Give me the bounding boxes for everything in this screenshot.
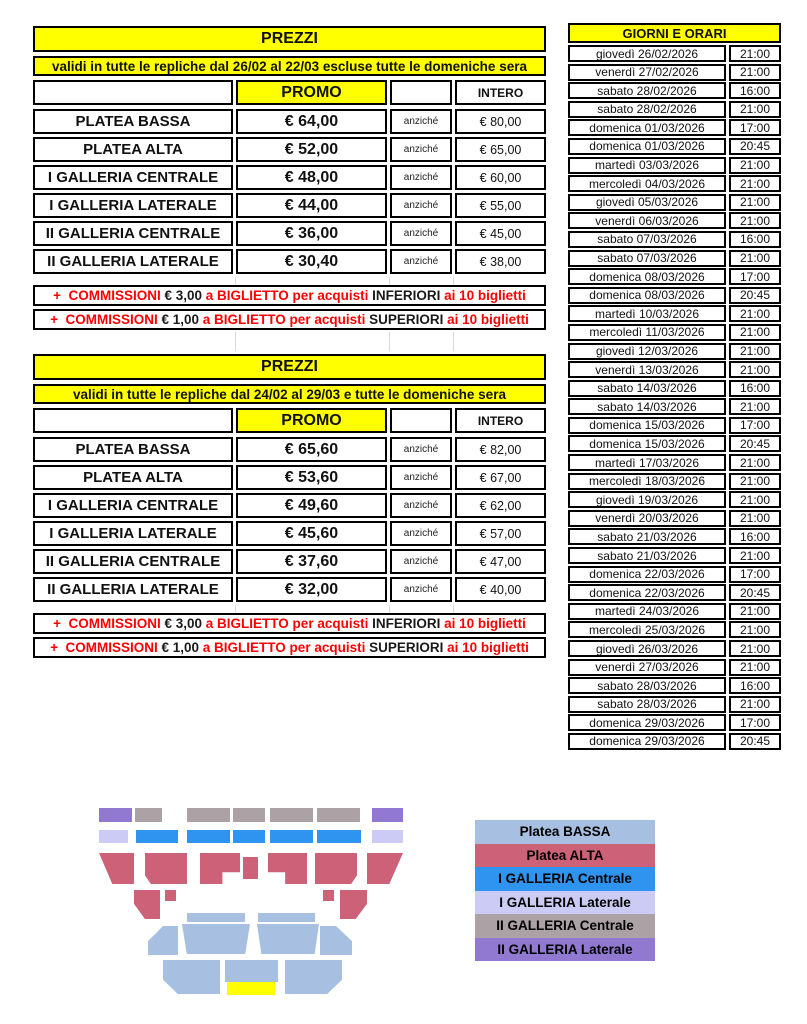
- promo-header: PROMO: [236, 408, 387, 433]
- category-cell: II GALLERIA CENTRALE: [33, 549, 233, 574]
- commission-text-part: + COMMISSIONI: [50, 312, 162, 327]
- price-row: [33, 465, 546, 490]
- schedule-row: [568, 621, 781, 638]
- date-cell: sabato 28/03/2026: [568, 677, 726, 694]
- date-cell: giovedì 05/03/2026: [568, 194, 726, 211]
- commission-text-part: ai 10 biglietti: [447, 640, 529, 655]
- time-cell: 21:00: [729, 696, 781, 713]
- promo-price-cell: € 36,00: [236, 221, 387, 246]
- schedule-row: [568, 138, 781, 155]
- category-cell: II GALLERIA LATERALE: [33, 577, 233, 602]
- time-cell: 21:00: [729, 194, 781, 211]
- schedule-row: [568, 491, 781, 508]
- intero-price-cell: € 65,00: [455, 137, 546, 162]
- grid-spacer: [33, 605, 546, 613]
- promo-price-cell: € 48,00: [236, 165, 387, 190]
- price-row: [33, 493, 546, 518]
- schedule-row: [568, 361, 781, 378]
- schedule-row: [568, 714, 781, 731]
- commission-text-part: INFERIORI: [372, 616, 445, 631]
- schedule-row: [568, 343, 781, 360]
- date-cell: venerdì 20/03/2026: [568, 510, 726, 527]
- header-empty-cell: [33, 80, 233, 105]
- map-block-alta: [243, 857, 258, 879]
- legend-item: Platea BASSA: [475, 820, 655, 844]
- time-cell: 21:00: [729, 175, 781, 192]
- schedule-table: [568, 23, 781, 752]
- legend-item: Platea ALTA: [475, 844, 655, 868]
- time-cell: 21:00: [729, 361, 781, 378]
- date-cell: domenica 22/03/2026: [568, 584, 726, 601]
- time-cell: 21:00: [729, 101, 781, 118]
- anziche-cell: anziché: [390, 521, 452, 546]
- map-block-alta: [315, 853, 357, 884]
- anziche-cell: anziché: [390, 465, 452, 490]
- schedule-rows: [568, 45, 781, 750]
- schedule-row: [568, 268, 781, 285]
- date-cell: martedì 24/03/2026: [568, 603, 726, 620]
- commission-text-part: a BIGLIETTO per acquisti: [202, 640, 370, 655]
- time-cell: 21:00: [729, 343, 781, 360]
- map-block-alta: [165, 890, 176, 901]
- date-cell: giovedì 19/03/2026: [568, 491, 726, 508]
- promo-price-cell: € 52,00: [236, 137, 387, 162]
- map-block-iig_centrale: [135, 808, 162, 822]
- commission-text-part: + COMMISSIONI: [53, 288, 165, 303]
- anziche-cell: anziché: [390, 437, 452, 462]
- date-cell: sabato 28/03/2026: [568, 696, 726, 713]
- time-cell: 16:00: [729, 231, 781, 248]
- anziche-cell: anziché: [390, 493, 452, 518]
- date-cell: mercoledì 25/03/2026: [568, 621, 726, 638]
- category-cell: II GALLERIA LATERALE: [33, 249, 233, 274]
- anziche-cell: anziché: [390, 193, 452, 218]
- price-row: [33, 521, 546, 546]
- commission-text-part: € 3,00: [164, 616, 206, 631]
- intero-header: INTERO: [455, 80, 546, 105]
- schedule-row: [568, 547, 781, 564]
- time-cell: 16:00: [729, 677, 781, 694]
- schedule-row: [568, 659, 781, 676]
- schedule-row: [568, 510, 781, 527]
- schedule-row: [568, 305, 781, 322]
- time-cell: 20:45: [729, 733, 781, 750]
- commission-text-part: a BIGLIETTO per acquisti: [202, 312, 370, 327]
- price-table-title: PREZZI: [33, 354, 546, 380]
- map-block-alta: [145, 853, 187, 884]
- map-block-ig_centrale: [233, 830, 265, 843]
- schedule-row: [568, 398, 781, 415]
- category-cell: I GALLERIA CENTRALE: [33, 165, 233, 190]
- map-block-ig_centrale: [317, 830, 361, 843]
- schedule-row: [568, 101, 781, 118]
- schedule-row: [568, 677, 781, 694]
- price-table-1: [33, 26, 546, 333]
- commission-text-part: ai 10 biglietti: [444, 616, 526, 631]
- commission-notes: [33, 613, 546, 658]
- price-table-subtitle: validi in tutte le repliche dal 26/02 al 22/03 escluse tutte le domeniche sera: [33, 56, 546, 76]
- category-cell: I GALLERIA CENTRALE: [33, 493, 233, 518]
- commission-notes: [33, 285, 546, 330]
- intero-price-cell: € 62,00: [455, 493, 546, 518]
- schedule-row: [568, 194, 781, 211]
- price-table-2: [33, 354, 546, 661]
- grid-spacer: [33, 277, 546, 285]
- schedule-row: [568, 603, 781, 620]
- map-block-iig_laterale: [99, 808, 132, 822]
- commission-note: [33, 285, 546, 306]
- date-cell: domenica 08/03/2026: [568, 287, 726, 304]
- commission-text-part: ai 10 biglietti: [447, 312, 529, 327]
- schedule-row: [568, 157, 781, 174]
- date-cell: venerdì 27/02/2026: [568, 64, 726, 81]
- time-cell: 20:45: [729, 584, 781, 601]
- schedule-row: [568, 696, 781, 713]
- map-block-ig_laterale: [372, 830, 403, 843]
- map-block-bassa: [320, 926, 352, 955]
- map-block-bassa: [225, 960, 278, 982]
- map-block-ig_laterale: [99, 830, 128, 843]
- schedule-row: [568, 324, 781, 341]
- schedule-row: [568, 287, 781, 304]
- price-row: [33, 137, 546, 162]
- time-cell: 17:00: [729, 417, 781, 434]
- date-cell: venerdì 13/03/2026: [568, 361, 726, 378]
- schedule-row: [568, 435, 781, 452]
- price-table-header-row: [33, 80, 546, 105]
- time-cell: 21:00: [729, 621, 781, 638]
- time-cell: 21:00: [729, 324, 781, 341]
- schedule-row: [568, 640, 781, 657]
- date-cell: sabato 21/03/2026: [568, 547, 726, 564]
- map-block-bassa: [257, 924, 319, 954]
- time-cell: 21:00: [729, 640, 781, 657]
- grid-spacer: [33, 332, 546, 351]
- price-row: [33, 437, 546, 462]
- time-cell: 21:00: [729, 491, 781, 508]
- price-rows: [33, 109, 546, 274]
- map-block-alta: [340, 890, 367, 919]
- time-cell: 21:00: [729, 305, 781, 322]
- time-cell: 21:00: [729, 45, 781, 62]
- map-block-bassa: [148, 926, 178, 955]
- promo-price-cell: € 64,00: [236, 109, 387, 134]
- map-block-iig_centrale: [233, 808, 265, 822]
- legend-item: II GALLERIA Laterale: [475, 938, 655, 962]
- date-cell: venerdì 06/03/2026: [568, 212, 726, 229]
- legend-item: II GALLERIA Centrale: [475, 914, 655, 938]
- date-cell: martedì 03/03/2026: [568, 157, 726, 174]
- time-cell: 20:45: [729, 287, 781, 304]
- time-cell: 21:00: [729, 547, 781, 564]
- promo-price-cell: € 30,40: [236, 249, 387, 274]
- legend-item: I GALLERIA Laterale: [475, 891, 655, 915]
- schedule-row: [568, 119, 781, 136]
- price-row: [33, 109, 546, 134]
- commission-text-part: € 1,00: [161, 640, 203, 655]
- commission-text-part: € 3,00: [164, 288, 206, 303]
- intero-price-cell: € 60,00: [455, 165, 546, 190]
- map-block-iig_laterale: [372, 808, 403, 822]
- time-cell: 16:00: [729, 82, 781, 99]
- date-cell: domenica 01/03/2026: [568, 138, 726, 155]
- commission-text-part: a BIGLIETTO per acquisti: [205, 616, 373, 631]
- header-empty-cell: [390, 80, 452, 105]
- time-cell: 21:00: [729, 212, 781, 229]
- anziche-cell: anziché: [390, 165, 452, 190]
- commission-text-part: + COMMISSIONI: [53, 616, 165, 631]
- date-cell: giovedì 26/03/2026: [568, 640, 726, 657]
- time-cell: 21:00: [729, 64, 781, 81]
- commission-text-part: ai 10 biglietti: [444, 288, 526, 303]
- schedule-row: [568, 231, 781, 248]
- price-row: [33, 165, 546, 190]
- promo-price-cell: € 37,60: [236, 549, 387, 574]
- category-cell: I GALLERIA LATERALE: [33, 521, 233, 546]
- seating-map: [90, 800, 413, 1005]
- schedule-row: [568, 45, 781, 62]
- promo-price-cell: € 44,00: [236, 193, 387, 218]
- schedule-row: [568, 250, 781, 267]
- price-row: [33, 249, 546, 274]
- schedule-row: [568, 528, 781, 545]
- date-cell: domenica 29/03/2026: [568, 714, 726, 731]
- intero-header: INTERO: [455, 408, 546, 433]
- time-cell: 17:00: [729, 119, 781, 136]
- price-row: [33, 577, 546, 602]
- anziche-cell: anziché: [390, 549, 452, 574]
- schedule-row: [568, 175, 781, 192]
- intero-price-cell: € 82,00: [455, 437, 546, 462]
- commission-note: [33, 613, 546, 634]
- schedule-row: [568, 64, 781, 81]
- anziche-cell: anziché: [390, 249, 452, 274]
- promo-price-cell: € 53,60: [236, 465, 387, 490]
- intero-price-cell: € 47,00: [455, 549, 546, 574]
- date-cell: sabato 21/03/2026: [568, 528, 726, 545]
- time-cell: 16:00: [729, 380, 781, 397]
- intero-price-cell: € 45,00: [455, 221, 546, 246]
- date-cell: domenica 08/03/2026: [568, 268, 726, 285]
- map-block-bassa: [285, 960, 342, 994]
- schedule-row: [568, 417, 781, 434]
- date-cell: sabato 28/02/2026: [568, 101, 726, 118]
- schedule-row: [568, 584, 781, 601]
- date-cell: domenica 15/03/2026: [568, 417, 726, 434]
- time-cell: 21:00: [729, 454, 781, 471]
- price-row: [33, 193, 546, 218]
- date-cell: mercoledì 18/03/2026: [568, 473, 726, 490]
- intero-price-cell: € 40,00: [455, 577, 546, 602]
- commission-note: [33, 309, 546, 330]
- time-cell: 17:00: [729, 268, 781, 285]
- date-cell: sabato 07/03/2026: [568, 250, 726, 267]
- date-cell: sabato 14/03/2026: [568, 398, 726, 415]
- intero-price-cell: € 38,00: [455, 249, 546, 274]
- time-cell: 16:00: [729, 528, 781, 545]
- date-cell: domenica 22/03/2026: [568, 566, 726, 583]
- anziche-cell: anziché: [390, 137, 452, 162]
- category-cell: PLATEA BASSA: [33, 109, 233, 134]
- map-block-iig_centrale: [187, 808, 230, 822]
- time-cell: 20:45: [729, 435, 781, 452]
- date-cell: sabato 28/02/2026: [568, 82, 726, 99]
- date-cell: giovedì 12/03/2026: [568, 343, 726, 360]
- map-block-alta: [134, 890, 160, 919]
- commission-text-part: € 1,00: [161, 312, 203, 327]
- price-rows: [33, 437, 546, 602]
- time-cell: 17:00: [729, 566, 781, 583]
- commission-text-part: INFERIORI: [372, 288, 445, 303]
- commission-note: [33, 637, 546, 658]
- map-block-stage: [227, 982, 275, 995]
- schedule-row: [568, 82, 781, 99]
- map-block-bassa: [182, 924, 250, 954]
- legend-item: I GALLERIA Centrale: [475, 867, 655, 891]
- promo-price-cell: € 65,60: [236, 437, 387, 462]
- date-cell: sabato 07/03/2026: [568, 231, 726, 248]
- date-cell: mercoledì 11/03/2026: [568, 324, 726, 341]
- commission-text-part: + COMMISSIONI: [50, 640, 162, 655]
- category-cell: I GALLERIA LATERALE: [33, 193, 233, 218]
- time-cell: 21:00: [729, 659, 781, 676]
- commission-text-part: SUPERIORI: [369, 312, 448, 327]
- category-cell: PLATEA ALTA: [33, 137, 233, 162]
- map-block-bassa: [187, 913, 245, 922]
- map-block-alta: [99, 853, 134, 884]
- category-cell: PLATEA BASSA: [33, 437, 233, 462]
- header-empty-cell: [390, 408, 452, 433]
- schedule-title: GIORNI E ORARI: [568, 23, 781, 43]
- time-cell: 21:00: [729, 603, 781, 620]
- intero-price-cell: € 57,00: [455, 521, 546, 546]
- promo-price-cell: € 49,60: [236, 493, 387, 518]
- price-table-title: PREZZI: [33, 26, 546, 52]
- map-block-ig_centrale: [270, 830, 313, 843]
- time-cell: 17:00: [729, 714, 781, 731]
- date-cell: sabato 14/03/2026: [568, 380, 726, 397]
- promo-header: PROMO: [236, 80, 387, 105]
- map-block-ig_centrale: [136, 830, 178, 843]
- time-cell: 21:00: [729, 398, 781, 415]
- header-empty-cell: [33, 408, 233, 433]
- anziche-cell: anziché: [390, 109, 452, 134]
- date-cell: mercoledì 04/03/2026: [568, 175, 726, 192]
- price-row: [33, 221, 546, 246]
- date-cell: martedì 17/03/2026: [568, 454, 726, 471]
- map-block-alta: [323, 890, 334, 901]
- intero-price-cell: € 55,00: [455, 193, 546, 218]
- time-cell: 20:45: [729, 138, 781, 155]
- schedule-row: [568, 454, 781, 471]
- map-block-alta: [200, 853, 240, 884]
- map-block-alta: [268, 853, 307, 884]
- price-row: [33, 549, 546, 574]
- seating-legend: [475, 820, 655, 961]
- date-cell: giovedì 26/02/2026: [568, 45, 726, 62]
- schedule-row: [568, 473, 781, 490]
- promo-price-cell: € 32,00: [236, 577, 387, 602]
- map-block-bassa: [163, 960, 220, 994]
- time-cell: 21:00: [729, 473, 781, 490]
- map-block-ig_centrale: [187, 830, 230, 843]
- time-cell: 21:00: [729, 510, 781, 527]
- category-cell: PLATEA ALTA: [33, 465, 233, 490]
- commission-text-part: a BIGLIETTO per acquisti: [205, 288, 373, 303]
- schedule-row: [568, 733, 781, 750]
- category-cell: II GALLERIA CENTRALE: [33, 221, 233, 246]
- price-table-header-row: [33, 408, 546, 433]
- price-table-subtitle: validi in tutte le repliche dal 24/02 al 29/03 e tutte le domeniche sera: [33, 384, 546, 404]
- date-cell: domenica 29/03/2026: [568, 733, 726, 750]
- schedule-row: [568, 212, 781, 229]
- map-block-bassa: [258, 913, 315, 922]
- anziche-cell: anziché: [390, 577, 452, 602]
- schedule-row: [568, 566, 781, 583]
- date-cell: martedì 10/03/2026: [568, 305, 726, 322]
- map-block-alta: [367, 853, 403, 884]
- intero-price-cell: € 67,00: [455, 465, 546, 490]
- intero-price-cell: € 80,00: [455, 109, 546, 134]
- map-block-iig_centrale: [317, 808, 360, 822]
- promo-price-cell: € 45,60: [236, 521, 387, 546]
- anziche-cell: anziché: [390, 221, 452, 246]
- map-block-iig_centrale: [270, 808, 313, 822]
- schedule-row: [568, 380, 781, 397]
- date-cell: venerdì 27/03/2026: [568, 659, 726, 676]
- date-cell: domenica 15/03/2026: [568, 435, 726, 452]
- date-cell: domenica 01/03/2026: [568, 119, 726, 136]
- time-cell: 21:00: [729, 250, 781, 267]
- commission-text-part: SUPERIORI: [369, 640, 448, 655]
- time-cell: 21:00: [729, 157, 781, 174]
